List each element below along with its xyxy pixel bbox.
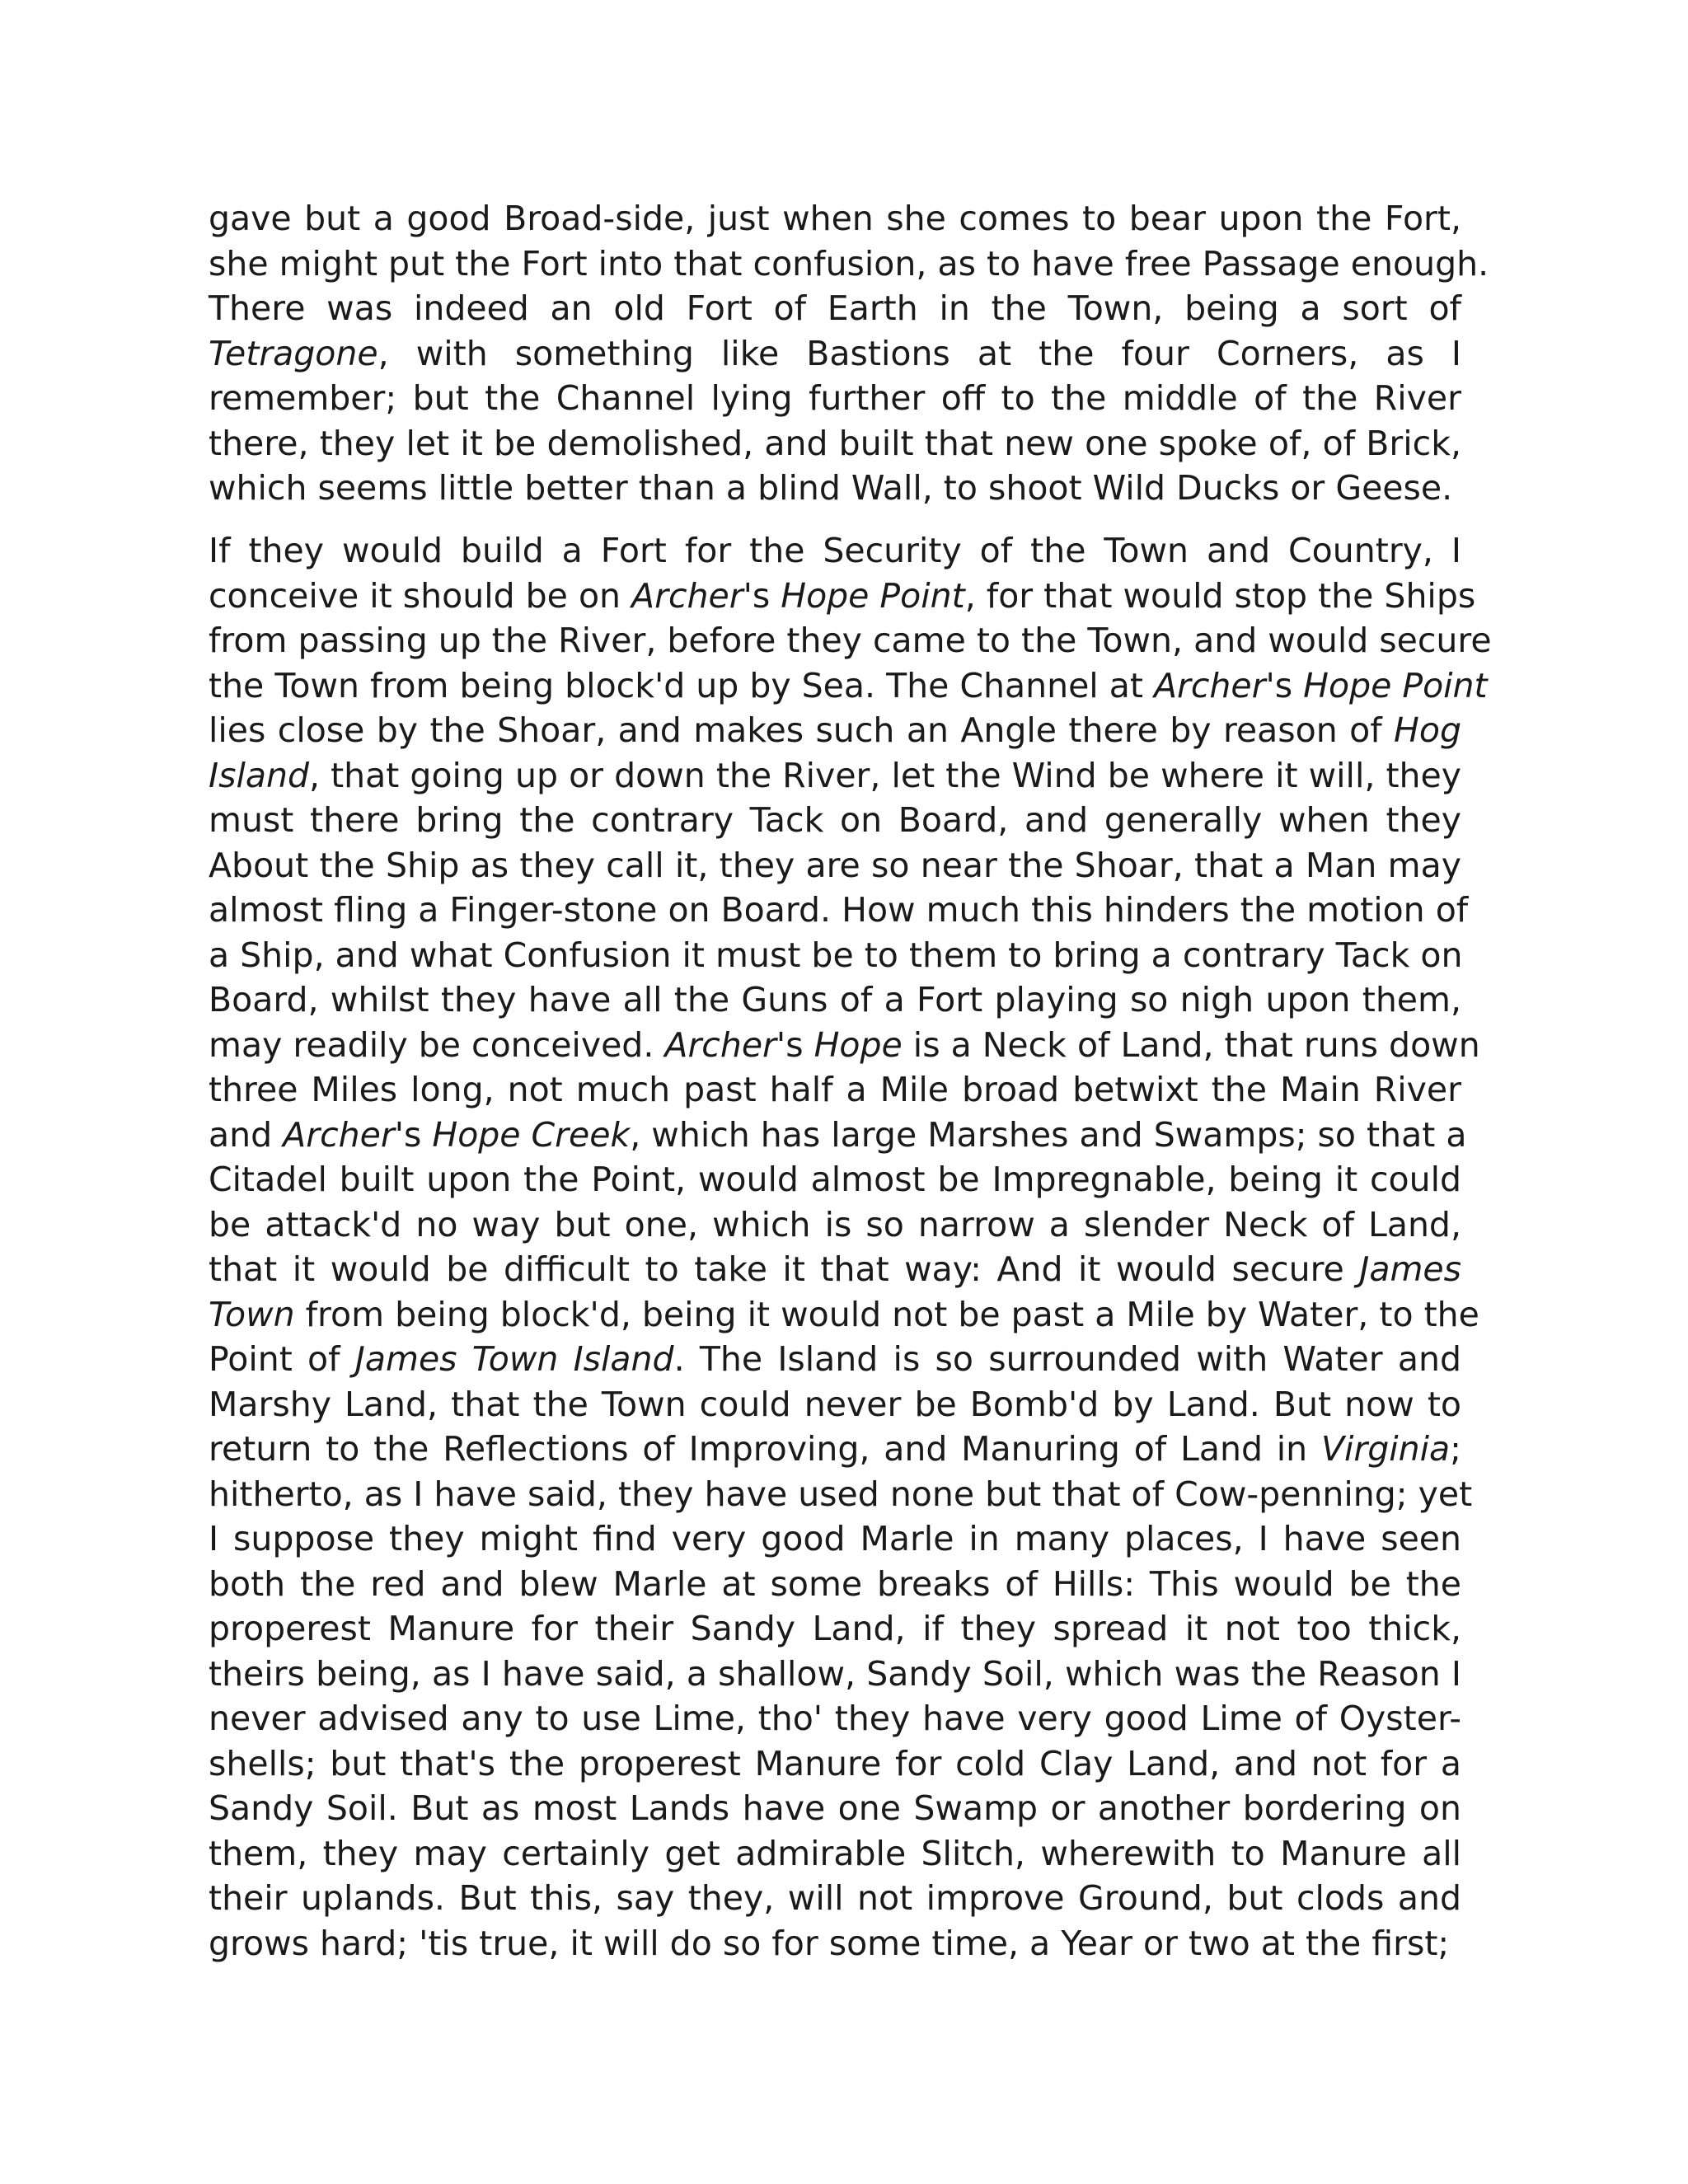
text-line: gave but a good Broad-side, just when she comes to bear upon the Fort, [209,199,1461,238]
text-line: their uplands. But this, say they, will not improve Ground, but clods and [209,1878,1461,1918]
italic-term: Virginia [1320,1429,1451,1469]
text-line: There was indeed an old Fort of Earth in the Town, being a sort of [209,288,1461,328]
italic-term: Town [209,1294,295,1334]
text-line: which seems little better than a blind Wall, to shoot Wild Ducks or Geese. [209,468,1453,508]
text-line: Sandy Soil. But as most Lands have one Swamp or another bordering on [209,1788,1461,1828]
text-line: almost fling a Finger-stone on Board. How much this hinders the motion of [209,890,1469,930]
text-line: them, they may certainly get admirable Slitch, wherewith to Manure all [209,1833,1461,1873]
text-line: be attack'd no way but one, which is so narrow a slender Neck of Land, [209,1204,1461,1244]
text-line: from passing up the River, before they came to the Town, and would secure [209,621,1492,660]
text-line: hitherto, as I have said, they have used none but that of Cow-penning; yet [209,1474,1473,1514]
italic-term: Tetragone [209,333,378,373]
text-line: the Town from being block'd up by Sea. The Channel at Archer's Hope Point [209,665,1488,705]
text-line: she might put the Fort into that confusion, as to have free Passage enough. [209,243,1489,284]
paragraph-2 [209,528,1492,1966]
text-line: shells; but that's the properest Manure for cold Clay Land, and not for a [209,1743,1461,1783]
paragraph-1 [209,196,1489,511]
text-line: Point of James Town Island. The Island is so surrounded with Water and [209,1339,1462,1379]
text-line: a Ship, and what Confusion it must be to them to bring a contrary Tack on [209,935,1463,975]
italic-term: Hope Point [1303,665,1488,705]
text-line: and Archer's Hope Creek, which has large Marshes and Swamps; so that a [209,1114,1467,1155]
italic-term: Archer [664,1024,776,1065]
italic-term: James Town Island [354,1339,674,1379]
italic-term: Hope Point [781,575,965,616]
text-line: that it would be difficult to take it that way: And it would secure James [209,1249,1461,1289]
text-line: grows hard; 'tis true, it will do so for some time, a Year or two at the first; [209,1923,1450,1963]
text-line: properest Manure for their Sandy Land, if they spread it not too thick, [209,1609,1461,1648]
text-line: theirs being, as I have said, a shallow, Sandy Soil, which was the Reason I [209,1653,1461,1694]
text-line: lies close by the Shoar, and makes such an Angle there by reason of Hog [209,710,1461,750]
text-line: Island, that going up or down the River, let the Wind be where it will, they [209,755,1461,795]
text-line: must there bring the contrary Tack on Board, and generally when they [209,800,1461,840]
text-line: conceive it should be on Archer's Hope Point, for that would stop the Ships [209,575,1476,616]
text-line: three Miles long, not much past half a Mile broad betwixt the Main River [209,1070,1461,1109]
italic-term: James [1359,1249,1461,1289]
text-line: there, they let it be demolished, and built that new one spoke of, of Brick, [209,423,1461,463]
italic-term: Archer [631,575,743,616]
text-line: Tetragone, with something like Bastions at the four Corners, as I [209,333,1461,373]
text-line: both the red and blew Marle at some breaks of Hills: This would be the [209,1563,1461,1604]
text-line: Marshy Land, that the Town could never be Bomb'd by Land. But now to [209,1384,1461,1424]
text-line: If they would build a Fort for the Security of the Town and Country, I [209,531,1461,570]
text-line: return to the Reflections of Improving, and Manuring of Land in Virginia; [209,1429,1461,1469]
text-line: Town from being block'd, being it would not be past a Mile by Water, to the [209,1294,1479,1334]
text-line: About the Ship as they call it, they are so near the Shoar, that a Man may [209,845,1461,885]
text-line: Citadel built upon the Point, would almost be Impregnable, being it could [209,1160,1461,1199]
italic-term: Archer [283,1114,395,1155]
italic-term: Archer [1153,665,1266,705]
italic-term: Island [209,755,309,795]
text-line: never advised any to use Lime, tho' they have very good Lime of Oyster- [209,1699,1461,1738]
italic-term: Hope [814,1024,903,1065]
italic-term: Hope Creek [432,1114,631,1155]
italic-term: Hog [1394,710,1461,750]
text-line: I suppose they might find very good Marle in many places, I have seen [209,1519,1461,1558]
text-line: remember; but the Channel lying further off to the middle of the River [209,378,1461,418]
text-line: may readily be conceived. Archer's Hope is a Neck of Land, that runs down [209,1024,1480,1065]
text-line: Board, whilst they have all the Guns of a Fort playing so nigh upon them, [209,980,1461,1019]
